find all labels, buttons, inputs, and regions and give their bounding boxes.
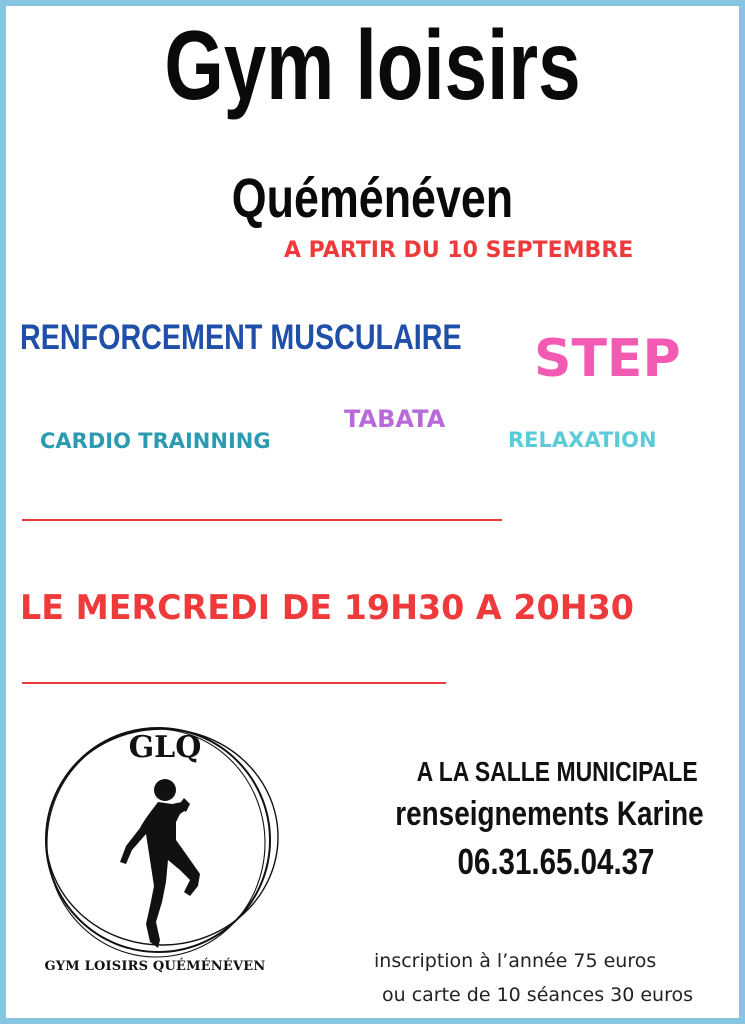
contact-name: renseignements Karine: [395, 795, 704, 833]
logo-name: GYM LOISIRS QUÉMÉNÉVEN: [44, 959, 266, 974]
athlete-silhouette-icon: [120, 779, 200, 948]
poster-title: Gym loisirs: [164, 10, 581, 120]
logo-initials: GLQ: [128, 730, 202, 765]
divider-bottom: [22, 682, 446, 684]
venue: A LA SALLE MUNICIPALE: [416, 756, 698, 787]
pricing-yearly: inscription à l’année 75 euros: [374, 950, 657, 972]
phone-number: 06.31.65.04.37: [457, 841, 655, 882]
activity-tabata: TABATA: [344, 405, 446, 433]
pricing-card: ou carte de 10 séances 30 euros: [382, 984, 694, 1006]
activity-cardio: CARDIO TRAINNING: [40, 429, 271, 453]
poster-subtitle: Quéménéven: [231, 166, 514, 229]
activity-relaxation: RELAXATION: [508, 428, 657, 452]
activity-renforcement: RENFORCEMENT MUSCULAIRE: [20, 318, 462, 357]
activity-step: STEP: [534, 329, 681, 389]
divider-top: [22, 519, 502, 521]
schedule: LE MERCREDI DE 19H30 A 20H30: [20, 588, 634, 628]
start-date: A PARTIR DU 10 SEPTEMBRE: [284, 238, 634, 263]
